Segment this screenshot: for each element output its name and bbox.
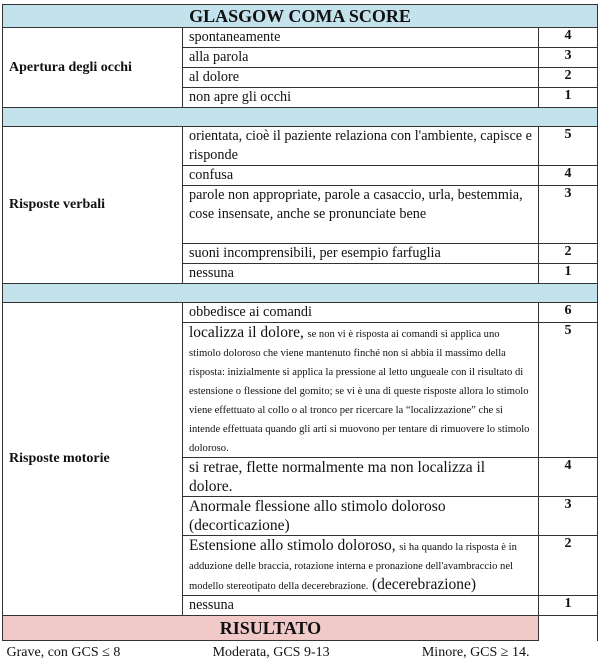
row-description (183, 323, 539, 458)
row-description: parole non appropriate, parole a casaccio, urla, bestemmia, cose insensate, anche se pronunciate bene (183, 186, 539, 244)
table-row (3, 28, 598, 48)
row-score: 1 (539, 88, 598, 108)
row-description (183, 536, 539, 596)
row-score: 3 (539, 48, 598, 68)
row-description-detail: si ha quando la risposta è in adduzione delle braccia, rotazione interna e pronazione dell'avambraccio nel modello stereotipato della decerebrazione. (189, 542, 517, 592)
row-description-tail: (decerebrazione) (372, 576, 476, 593)
row-description: orientata, cioè il paziente relaziona con l'ambiente, capisce e risponde (183, 127, 539, 166)
row-description: alla parola (183, 48, 539, 68)
row-score: 5 (539, 323, 598, 458)
row-description: al dolore (183, 68, 539, 88)
row-description: suoni incomprensibili, per esempio farfuglia (183, 244, 539, 264)
gcs-table (2, 4, 598, 661)
result-items (7, 645, 594, 661)
table-title: GLASGOW COMA SCORE (3, 5, 598, 28)
row-score: 1 (539, 264, 598, 284)
category-label: Risposte verbali (3, 127, 183, 284)
result-severe: Grave, con GCS ≤ 8 (7, 645, 121, 661)
row-description: Anormale flessione allo stimolo doloroso (decorticazione) (183, 497, 539, 536)
row-score: 3 (539, 497, 598, 536)
row-score: 4 (539, 28, 598, 48)
row-description: nessuna (183, 596, 539, 616)
result-blank-cell (539, 616, 598, 641)
category-label: Risposte motorie (3, 303, 183, 616)
row-score: 2 (539, 68, 598, 88)
row-score: 4 (539, 166, 598, 186)
table-row (3, 303, 598, 323)
row-description-lead: Estensione allo stimolo doloroso, (189, 537, 396, 554)
section-separator (3, 108, 598, 127)
row-description-lead: localizza il dolore, (189, 324, 304, 341)
row-score: 5 (539, 127, 598, 166)
row-score: 1 (539, 596, 598, 616)
row-score: 3 (539, 186, 598, 244)
result-minor: Minore, GCS ≥ 14. (422, 645, 530, 661)
category-label: Apertura degli occhi (3, 28, 183, 108)
table-row (3, 127, 598, 166)
row-score: 4 (539, 458, 598, 497)
result-moderate: Moderata, GCS 9-13 (213, 645, 330, 661)
result-row (3, 641, 598, 661)
row-description: spontaneamente (183, 28, 539, 48)
result-cell (3, 641, 598, 661)
row-score: 2 (539, 244, 598, 264)
row-description: obbedisce ai comandi (183, 303, 539, 323)
result-title: RISULTATO (3, 616, 539, 641)
row-description-detail: se non vi è risposta ai comandi si applica uno stimolo doloroso che viene mantenuto finché non si abbia il massimo della risposta: inizialmente si applica la pressione al letto ungueale con il risultato di estensione o flessione del gomito; se vi è una di queste risposte allora lo stimolo viene effettuato al collo o al tronco per ricercare la “localizzazione” che si intende effettuata quando gli arti si muovono per tentare di rimuovere lo stimolo doloroso. (189, 329, 529, 454)
result-header-row (3, 616, 598, 641)
row-description: non apre gli occhi (183, 88, 539, 108)
section-separator (3, 284, 598, 303)
row-score: 6 (539, 303, 598, 323)
row-description: nessuna (183, 264, 539, 284)
row-description: si retrae, flette normalmente ma non localizza il dolore. (183, 458, 539, 497)
row-description: confusa (183, 166, 539, 186)
row-score: 2 (539, 536, 598, 596)
